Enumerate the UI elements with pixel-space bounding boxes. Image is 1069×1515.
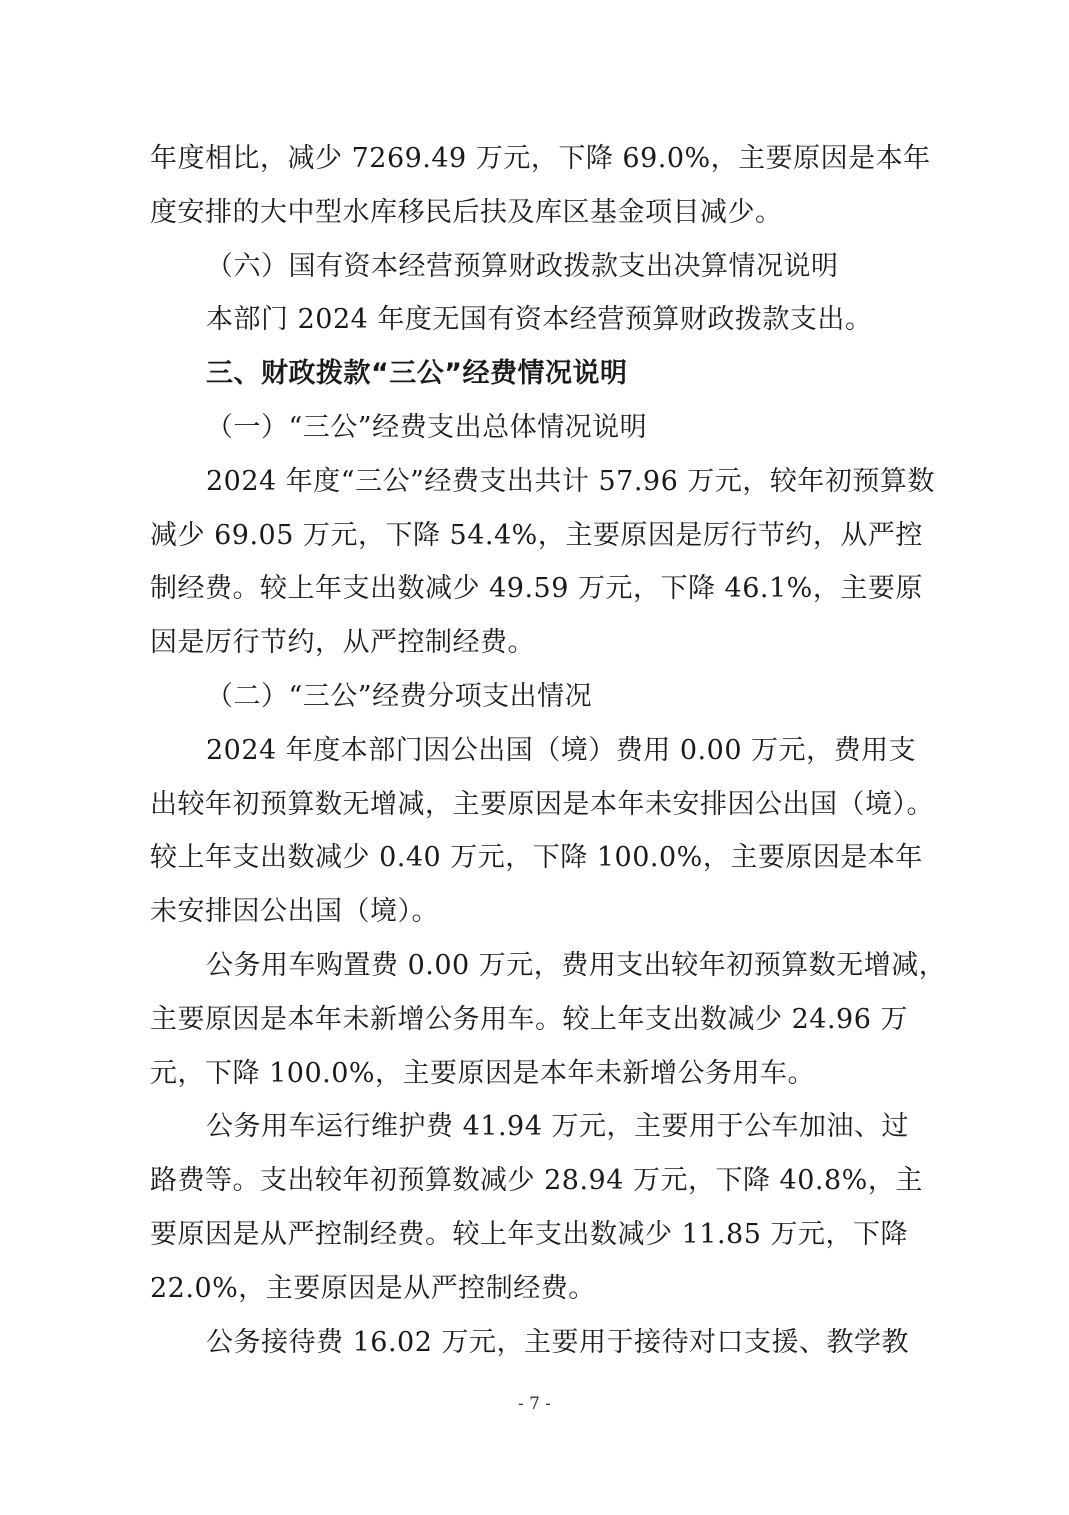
paragraph-line: 减少 69.05 万元，下降 54.4%，主要原因是厉行节约，从严控 — [150, 519, 923, 551]
paragraph-line: 年度相比，减少 7269.49 万元，下降 69.0%，主要原因是本年 — [150, 143, 931, 174]
body-text — [150, 132, 947, 1369]
paragraph-line: 度安排的大中型水库移民后扶及库区基金项目减少。 — [150, 196, 783, 228]
paragraph-line: 出较年初预算数无增减，主要原因是本年未安排因公出国（境）。 — [150, 788, 934, 820]
paragraph-line: 未安排因公出国（境）。 — [150, 896, 439, 928]
paragraph-line: 22.0%，主要原因是从严控制经费。 — [150, 1272, 596, 1304]
paragraph-line: 制经费。较上年支出数减少 49.59 万元，下降 46.1%，主要原 — [150, 573, 923, 605]
paragraph-line: 公务接待费 16.02 万元，主要用于接待对口支援、教学教 — [206, 1326, 909, 1358]
section-subheading: （二）“三公”经费分项支出情况 — [206, 680, 593, 712]
paragraph-line: 要原因是从严控制经费。较上年支出数减少 11.85 万元，下降 — [150, 1218, 908, 1250]
paragraph-line: 2024 年度“三公”经费支出共计 57.96 万元，较年初预算数 — [206, 465, 935, 497]
section-subheading: （一）“三公”经费支出总体情况说明 — [206, 411, 648, 443]
section-heading: 三、财政拨款“三公”经费情况说明 — [206, 358, 628, 390]
paragraph-line: 本部门 2024 年度无国有资本经营预算财政拨款支出。 — [206, 304, 873, 336]
paragraph-line: 较上年支出数减少 0.40 万元，下降 100.0%，主要原因是本年 — [150, 842, 923, 874]
paragraph-line: 公务用车运行维护费 41.94 万元，主要用于公车加油、过 — [206, 1111, 909, 1143]
paragraph-line: 公务用车购置费 0.00 万元，费用支出较年初预算数无增减， — [206, 949, 947, 981]
paragraph-line: 因是厉行节约，从严控制经费。 — [150, 627, 535, 659]
paragraph-line: 2024 年度本部门因公出国（境）费用 0.00 万元，费用支 — [206, 734, 917, 766]
page-number: - 7 - — [517, 1394, 552, 1414]
section-subheading: （六）国有资本经营预算财政拨款支出决算情况说明 — [206, 250, 839, 282]
paragraph-line: 主要原因是本年未新增公务用车。较上年支出数减少 24.96 万 — [150, 1003, 908, 1035]
paragraph-line: 路费等。支出较年初预算数减少 28.94 万元，下降 40.8%，主 — [150, 1165, 923, 1197]
paragraph-line: 元，下降 100.0%，主要原因是本年未新增公务用车。 — [150, 1057, 816, 1089]
